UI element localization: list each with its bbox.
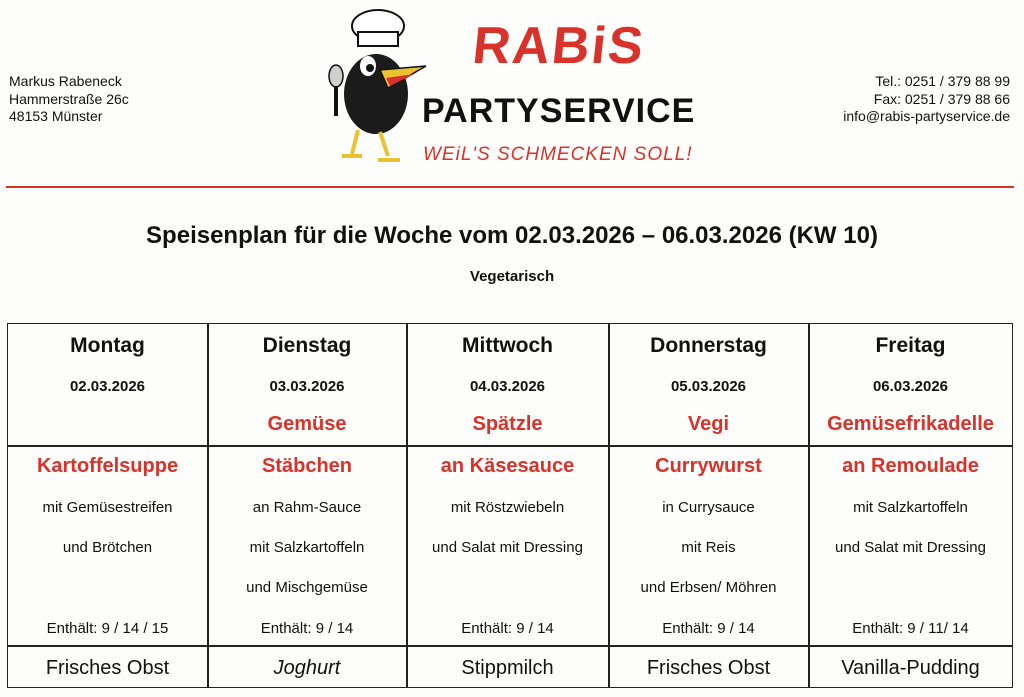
allergens: Enthält: 9 / 14 <box>260 620 354 637</box>
dish-description: mit Röstzwiebeln <box>450 499 565 516</box>
dish-description: mit Salzkartoffeln <box>853 499 968 516</box>
allergens: Enthält: 9 / 14 <box>662 620 755 637</box>
day-column-monday <box>8 324 207 687</box>
day-date: 04.03.2026 <box>469 378 546 395</box>
fax: Fax: 0251 / 379 88 66 <box>873 90 1010 107</box>
allergens: Enthält: 9 / 11/ 14 <box>852 620 969 637</box>
dish-description: und Mischgemüse <box>246 579 368 596</box>
logo-subtitle: PARTYSERVICE <box>422 92 696 130</box>
dessert: Stippmilch <box>461 657 554 679</box>
dish-line-2: Currywurst <box>655 455 762 477</box>
header-divider <box>6 186 1014 188</box>
day-column-friday <box>809 324 1012 687</box>
dish-description: mit Gemüsestreifen <box>42 499 173 516</box>
dish-line-1: Gemüsefrikadelle <box>827 413 994 435</box>
logo-name: RABiS <box>469 17 648 75</box>
raven-chef-icon <box>318 4 438 174</box>
dish-line-2: Stäbchen <box>261 455 353 477</box>
day-date: 02.03.2026 <box>69 378 146 395</box>
dish-line-2: an Remoulade <box>842 455 979 477</box>
address-line: Markus Rabeneck <box>9 73 122 89</box>
dish-description: und Erbsen/ Möhren <box>640 579 777 596</box>
dish-description: in Currysauce <box>662 499 755 516</box>
dish-line-1: Vegi <box>687 413 730 435</box>
dessert: Frisches Obst <box>646 657 771 679</box>
menu-table <box>7 323 1013 688</box>
allergens: Enthält: 9 / 14 / 15 <box>46 620 169 637</box>
dessert: Joghurt <box>273 657 341 679</box>
dessert: Vanilla-Pudding <box>841 657 980 679</box>
day-name: Montag <box>70 334 145 357</box>
dish-description: und Salat mit Dressing <box>835 539 986 556</box>
day-name: Donnerstag <box>650 334 767 357</box>
dish-line-2: Kartoffelsuppe <box>36 455 179 477</box>
dish-description: und Salat mit Dressing <box>432 539 583 556</box>
dish-description: mit Reis <box>681 539 736 556</box>
day-column-thursday <box>609 324 808 687</box>
phone: Tel.: 0251 / 379 88 99 <box>875 73 1010 89</box>
day-date: 05.03.2026 <box>670 378 747 395</box>
day-name: Dienstag <box>262 334 352 357</box>
dish-description: an Rahm-Sauce <box>252 499 362 516</box>
dessert: Frisches Obst <box>45 657 170 679</box>
day-column-wednesday <box>407 324 608 687</box>
day-date: 06.03.2026 <box>872 378 949 395</box>
day-name: Mittwoch <box>462 334 553 357</box>
dish-line-1: Spätzle <box>472 413 543 435</box>
logo <box>318 4 698 176</box>
page-subtitle: Vegetarisch <box>469 268 555 285</box>
allergens: Enthält: 9 / 14 <box>461 620 554 637</box>
page-title: Speisenplan für die Woche vom 02.03.2026 – 06.03.2026 (KW 10) <box>146 222 878 249</box>
address-line: Hammerstraße 26c <box>9 90 129 107</box>
day-name: Freitag <box>875 334 946 357</box>
contact-block <box>843 73 1010 126</box>
dish-description: mit Salzkartoffeln <box>249 539 365 556</box>
dish-description: und Brötchen <box>62 539 153 556</box>
email-link[interactable]: info@rabis-partyservice.de <box>843 108 1010 124</box>
day-date: 03.03.2026 <box>269 378 345 395</box>
dish-line-2: an Käsesauce <box>440 455 575 477</box>
dish-line-1: Gemüse <box>267 413 347 435</box>
address-block <box>9 73 129 126</box>
address-line: 48153 Münster <box>9 108 103 124</box>
logo-slogan: WEiL'S SCHMECKEN SOLL! <box>423 144 693 165</box>
day-column-tuesday <box>208 324 406 687</box>
